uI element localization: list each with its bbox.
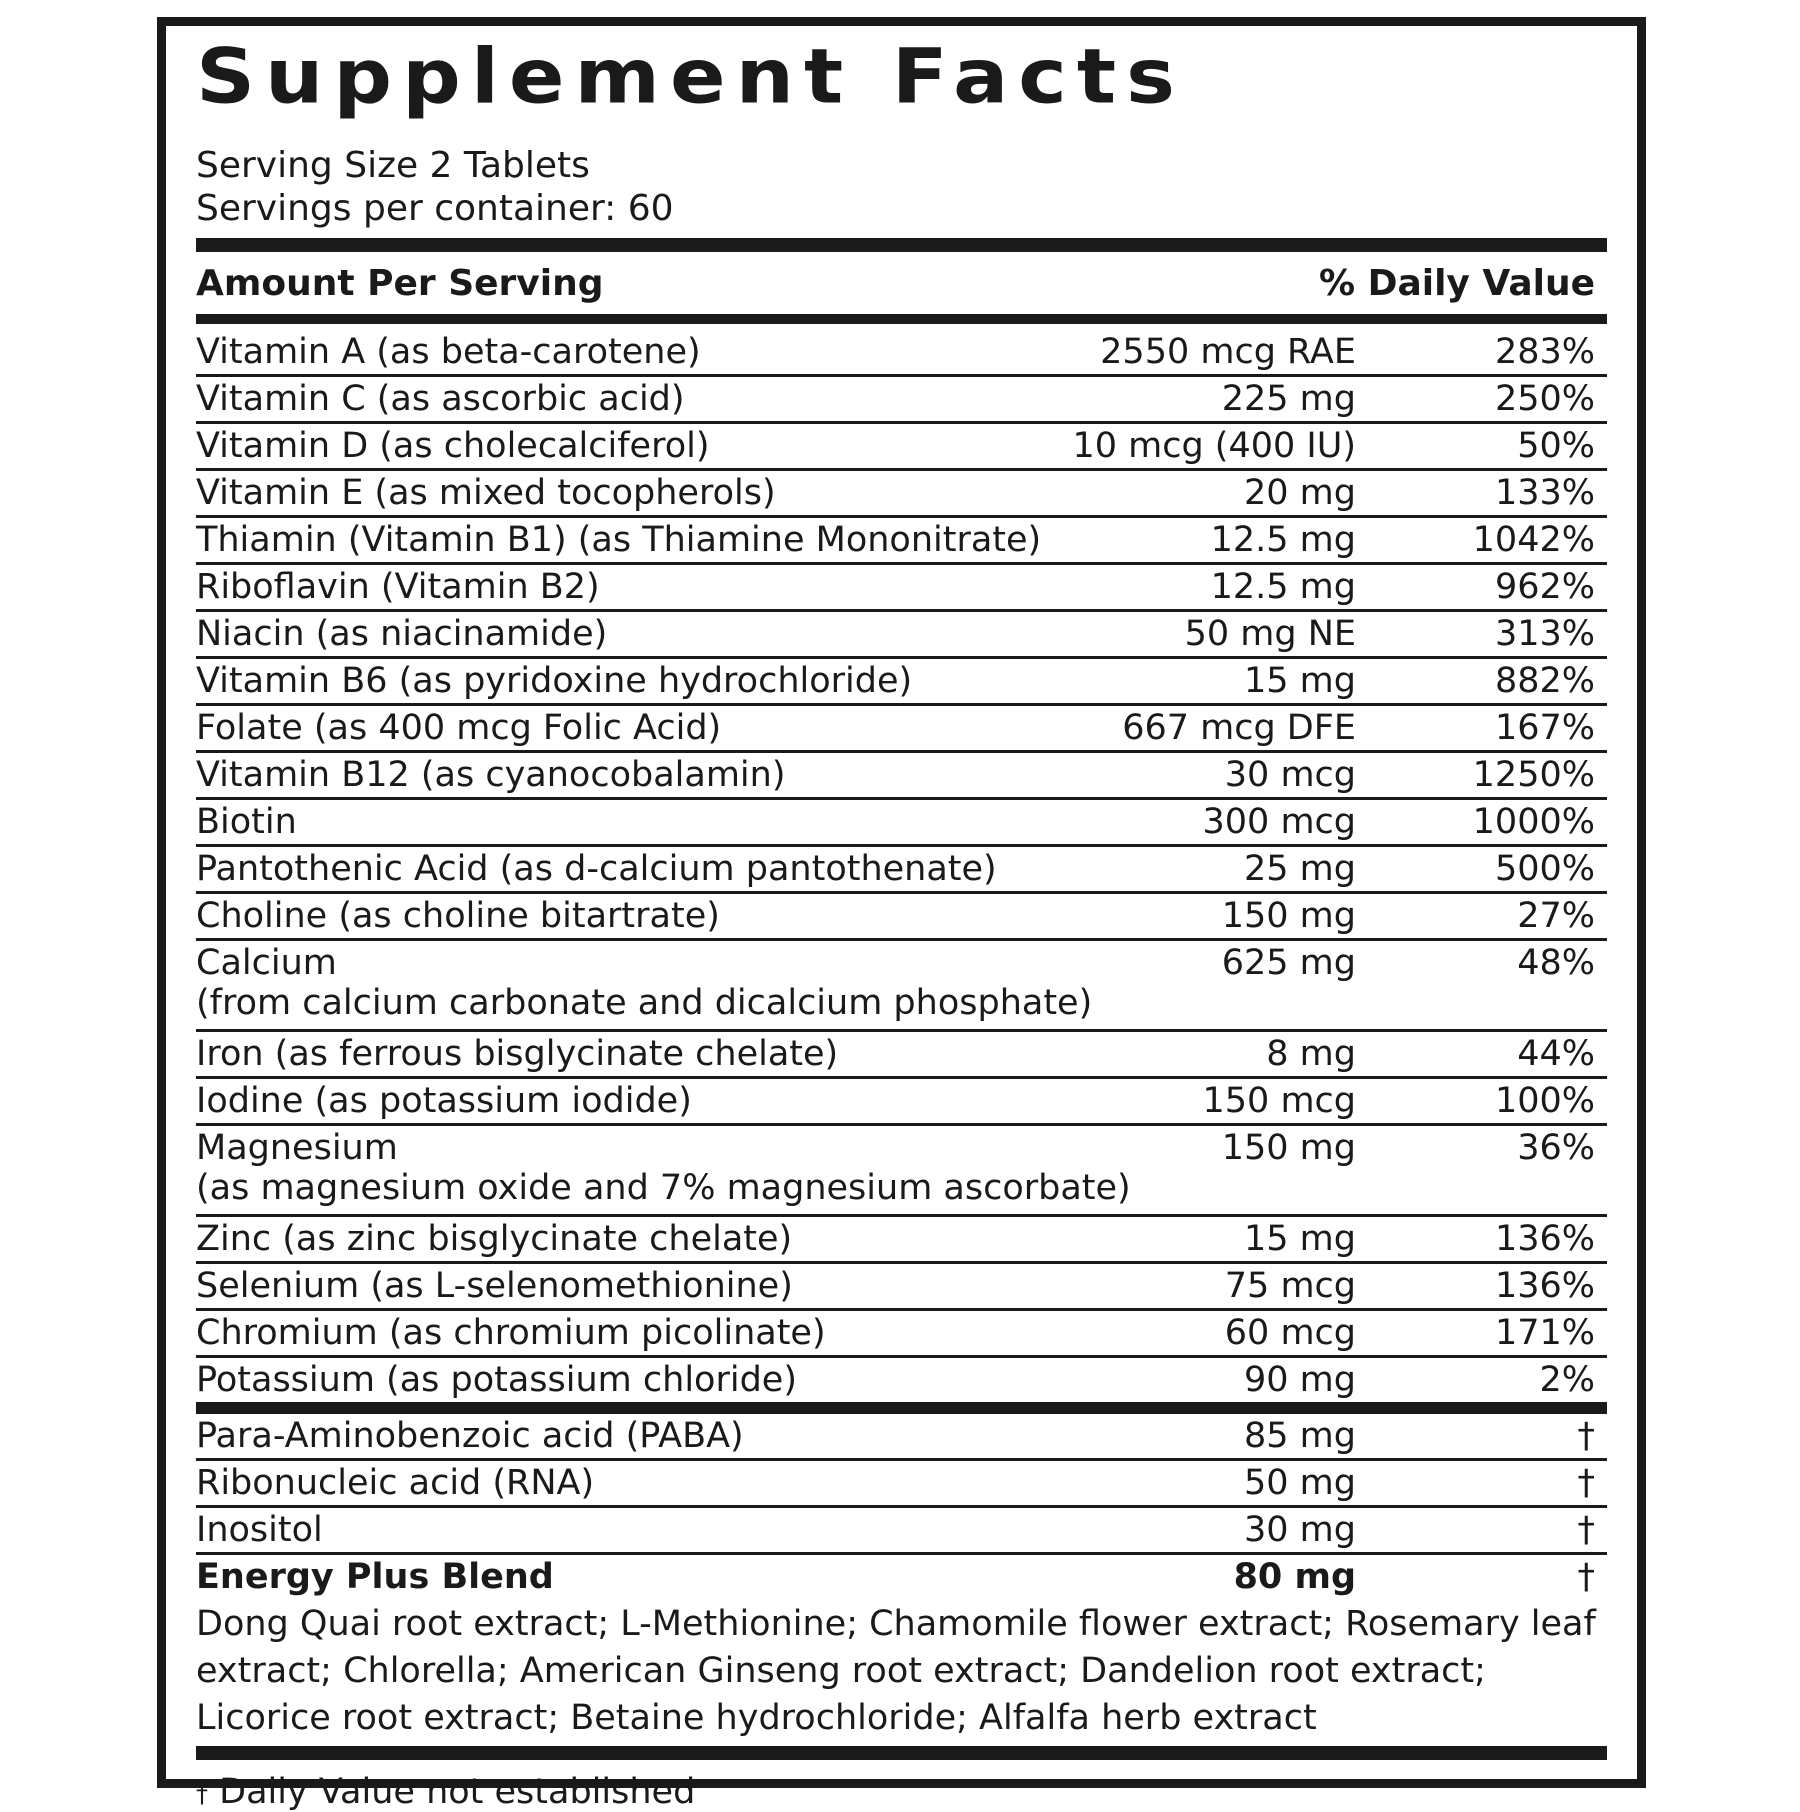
nutrient-name: Biotin xyxy=(196,802,297,842)
nutrient-amount: 15 mg xyxy=(1244,661,1356,701)
nutrient-name: Ribonucleic acid (RNA) xyxy=(196,1463,595,1503)
table-row xyxy=(196,800,1607,847)
footnote-dagger: † xyxy=(196,1780,208,1808)
nutrient-name: Iodine (as potassium iodide) xyxy=(196,1081,692,1121)
table-row xyxy=(196,1032,1607,1079)
blend-ingredients: Dong Quai root extract; L-Methionine; Chamomile flower extract; Rosemary leaf extract; Chlorella; American Ginseng root extract; Dandelion root extract; Licorice root extract; Betaine hydrochloride; Alfalfa herb extract xyxy=(196,1604,1596,1738)
panel-title: Supplement Facts xyxy=(196,33,1185,121)
nutrient-daily-value: 283% xyxy=(1494,332,1595,372)
nutrient-daily-value: 171% xyxy=(1494,1313,1595,1353)
footnote-text: Daily Value not established xyxy=(219,1772,696,1812)
nutrient-daily-value: 27% xyxy=(1517,896,1595,936)
supplement-facts-panel xyxy=(157,17,1646,1812)
nutrient-amount: 2550 mcg RAE xyxy=(1100,332,1356,372)
nutrient-daily-value: 48% xyxy=(1517,943,1595,983)
nutrient-daily-value: 136% xyxy=(1494,1266,1595,1306)
daily-value-label: % Daily Value xyxy=(1318,263,1595,304)
nutrient-daily-value: 1042% xyxy=(1472,520,1595,560)
nutrient-daily-value: 136% xyxy=(1494,1219,1595,1259)
nutrient-daily-value: 36% xyxy=(1517,1128,1595,1168)
table-row xyxy=(196,659,1607,706)
table-row xyxy=(196,706,1607,753)
nutrient-amount: 30 mg xyxy=(1244,1510,1356,1550)
nutrient-name: Choline (as choline bitartrate) xyxy=(196,896,720,936)
nutrient-amount: 667 mcg DFE xyxy=(1122,708,1356,748)
nutrient-amount: 625 mg xyxy=(1221,943,1356,983)
nutrient-daily-value: 50% xyxy=(1517,426,1595,466)
nutrient-daily-value: 100% xyxy=(1494,1081,1595,1121)
table-row xyxy=(196,377,1607,424)
nutrient-daily-value: † xyxy=(1577,1557,1595,1597)
nutrient-amount: 150 mg xyxy=(1221,1128,1356,1168)
nutrient-name: Selenium (as L-selenomethionine) xyxy=(196,1266,793,1306)
nutrient-amount: 85 mg xyxy=(1244,1416,1356,1456)
nutrient-amount: 20 mg xyxy=(1244,473,1356,513)
nutrient-daily-value: 133% xyxy=(1494,473,1595,513)
panel-content xyxy=(196,26,1607,1812)
table-row xyxy=(196,1079,1607,1126)
table-row xyxy=(196,565,1607,612)
nutrient-daily-value: 1000% xyxy=(1472,802,1595,842)
nutrient-amount: 150 mcg xyxy=(1202,1081,1356,1121)
nutrient-daily-value: † xyxy=(1577,1416,1595,1456)
nutrient-name: Folate (as 400 mcg Folic Acid) xyxy=(196,708,722,748)
nutrient-daily-value: 1250% xyxy=(1472,755,1595,795)
nutrient-name: Zinc (as zinc bisglycinate chelate) xyxy=(196,1219,793,1259)
nutrient-name: Pantothenic Acid (as d-calcium pantothenate) xyxy=(196,849,997,889)
blend-row xyxy=(196,1555,1607,1599)
nutrient-table xyxy=(196,330,1607,1599)
nutrient-amount: 60 mcg xyxy=(1224,1313,1356,1353)
nutrient-daily-value: 250% xyxy=(1494,379,1595,419)
nutrient-name: Potassium (as potassium chloride) xyxy=(196,1360,797,1400)
table-row xyxy=(196,1414,1607,1461)
nutrient-name: Vitamin C (as ascorbic acid) xyxy=(196,379,685,419)
nutrient-amount: 150 mg xyxy=(1221,896,1356,936)
nutrient-name: Vitamin E (as mixed tocopherols) xyxy=(196,473,776,513)
table-row xyxy=(196,894,1607,941)
nutrient-amount: 25 mg xyxy=(1244,849,1356,889)
nutrient-daily-value: 500% xyxy=(1494,849,1595,889)
nutrient-amount: 80 mg xyxy=(1233,1557,1356,1597)
amount-per-serving-label: Amount Per Serving xyxy=(196,263,604,304)
table-row xyxy=(196,612,1607,659)
table-row xyxy=(196,1508,1607,1555)
column-header xyxy=(196,258,1607,314)
nutrient-daily-value: † xyxy=(1577,1510,1595,1550)
table-row xyxy=(196,1217,1607,1264)
table-row xyxy=(196,518,1607,565)
nutrient-name: Vitamin B6 (as pyridoxine hydrochloride) xyxy=(196,661,913,701)
nutrient-name: Riboflavin (Vitamin B2) xyxy=(196,567,600,607)
nutrient-amount: 300 mcg xyxy=(1202,802,1356,842)
nutrient-daily-value: 167% xyxy=(1494,708,1595,748)
table-row xyxy=(196,1311,1607,1358)
nutrient-amount: 90 mg xyxy=(1244,1360,1356,1400)
nutrient-name: Magnesium xyxy=(196,1128,398,1168)
nutrient-amount: 12.5 mg xyxy=(1210,567,1356,607)
table-row xyxy=(196,1126,1607,1217)
footnote xyxy=(196,1772,695,1812)
header-divider xyxy=(196,314,1607,324)
nutrient-amount: 50 mg xyxy=(1244,1463,1356,1503)
table-row xyxy=(196,847,1607,894)
table-row xyxy=(196,471,1607,518)
table-row xyxy=(196,424,1607,471)
nutrient-name: Calcium xyxy=(196,943,337,983)
table-row xyxy=(196,1264,1607,1311)
nutrient-daily-value: 2% xyxy=(1539,1360,1595,1400)
nutrient-name: Vitamin A (as beta-carotene) xyxy=(196,332,701,372)
nutrient-name: Inositol xyxy=(196,1510,323,1550)
table-row xyxy=(196,330,1607,377)
nutrient-name: Vitamin D (as cholecalciferol) xyxy=(196,426,710,466)
table-row xyxy=(196,1461,1607,1508)
thick-divider-bottom xyxy=(196,1746,1607,1760)
serving-size: Serving Size 2 Tablets xyxy=(196,145,590,186)
table-row xyxy=(196,753,1607,800)
nutrient-amount: 50 mg NE xyxy=(1184,614,1356,654)
servings-per-container: Servings per container: 60 xyxy=(196,188,674,229)
nutrient-daily-value: 44% xyxy=(1517,1034,1595,1074)
nutrient-source: (from calcium carbonate and dicalcium phosphate) xyxy=(196,983,1093,1023)
thick-divider-top xyxy=(196,238,1607,252)
nutrient-amount: 8 mg xyxy=(1266,1034,1356,1074)
nutrient-name: Para-Aminobenzoic acid (PABA) xyxy=(196,1416,744,1456)
nutrient-amount: 225 mg xyxy=(1221,379,1356,419)
nutrient-name: Niacin (as niacinamide) xyxy=(196,614,608,654)
nutrient-source: (as magnesium oxide and 7% magnesium ascorbate) xyxy=(196,1168,1131,1208)
nutrient-name: Energy Plus Blend xyxy=(196,1557,554,1597)
nutrient-amount: 10 mcg (400 IU) xyxy=(1072,426,1356,466)
nutrient-daily-value: 882% xyxy=(1494,661,1595,701)
nutrient-amount: 75 mcg xyxy=(1224,1266,1356,1306)
nutrient-amount: 15 mg xyxy=(1244,1219,1356,1259)
nutrient-amount: 30 mcg xyxy=(1224,755,1356,795)
nutrient-daily-value: † xyxy=(1577,1463,1595,1503)
nutrient-amount: 12.5 mg xyxy=(1210,520,1356,560)
table-row xyxy=(196,941,1607,1032)
nutrient-name: Thiamin (Vitamin B1) (as Thiamine Mononitrate) xyxy=(196,520,1042,560)
nutrient-name: Vitamin B12 (as cyanocobalamin) xyxy=(196,755,786,795)
nutrient-daily-value: 313% xyxy=(1494,614,1595,654)
nutrient-name: Iron (as ferrous bisglycinate chelate) xyxy=(196,1034,839,1074)
nutrient-name: Chromium (as chromium picolinate) xyxy=(196,1313,826,1353)
nutrient-daily-value: 962% xyxy=(1494,567,1595,607)
table-row xyxy=(196,1358,1607,1414)
